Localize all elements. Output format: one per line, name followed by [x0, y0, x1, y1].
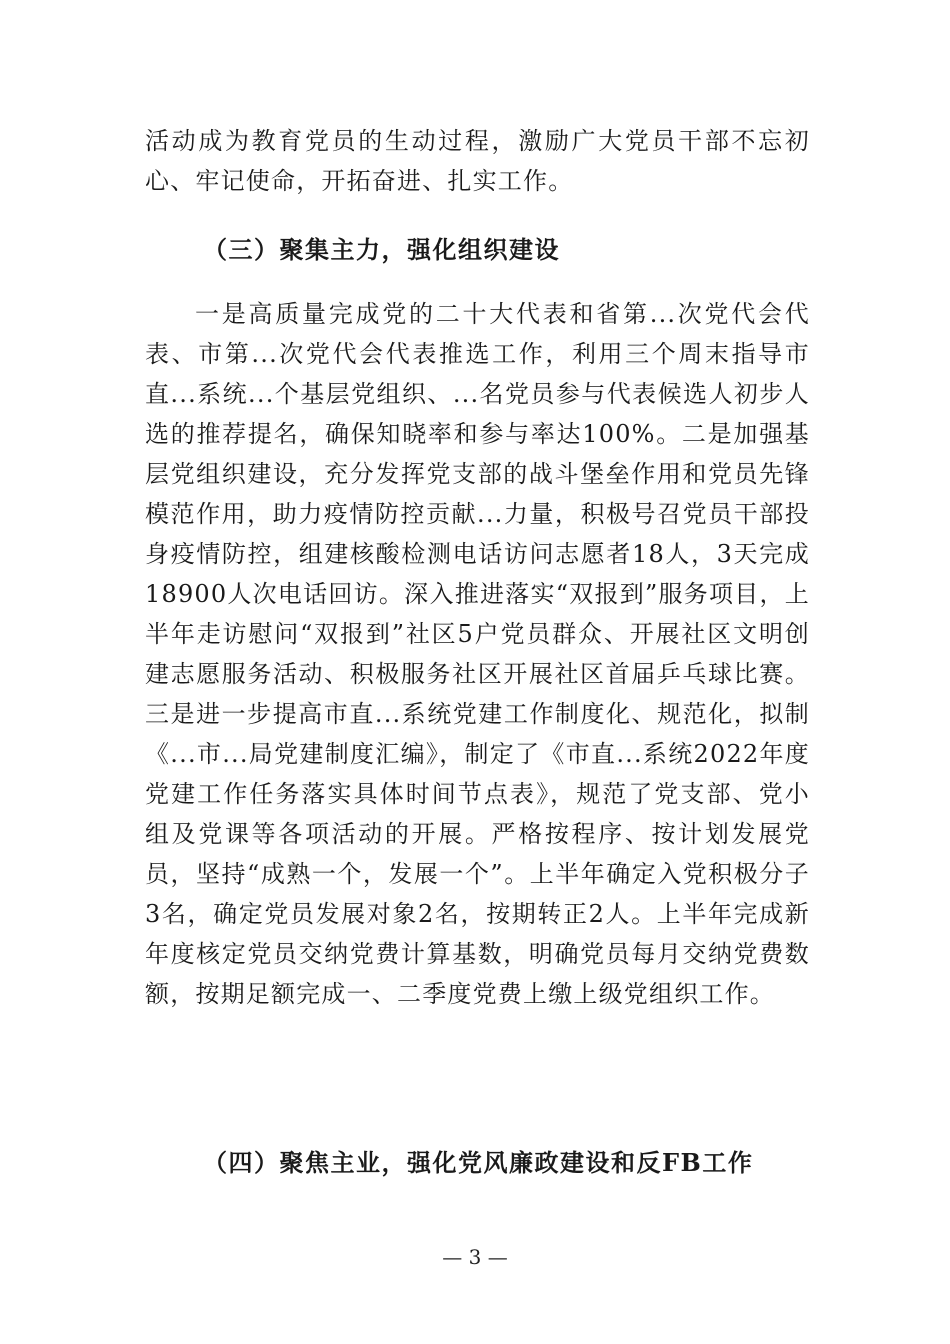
- paragraph-continuation: 活动成为教育党员的生动过程，激励广大党员干部不忘初心、牢记使命，开拓奋进、扎实工作。: [145, 127, 810, 195]
- paragraph-main: 一是高质量完成党的二十大代表和省第...次党代会代表、市第...次党代会代表推选工作，利用三个周末指导市直...系统...个基层党组织、...名党员参与代表候选人初步人选的推荐提名，确保知晓率和参与率达100%。二是加强基层党组织建设，充分发挥党支部的战斗堡垒作用和党员先锋模范作用，助力疫情防控贡献...力量，积极号召党员干部投身疫情防控，组建核酸检测电话访问志愿者18人，3天完成18900人次电话回访。深入推进落实“双报到”服务项目，上半年走访慰问“双报到”社区5户党员群众、开展社区文明创建志愿服务活动、积极服务社区开展社区首届乒乓球比赛。三是进一步提高市直...系统党建工作制度化、规范化，拟制《...市...局党建制度汇编》，制定了《市直...系统2022年度党建工作任务落实具体时间节点表》，规范了党支部、党小组及党课等各项活动的开展。严格按程序、按计划发展党员，坚持“成熟一个，发展一个”。上半年确定入党积极分子3名，确定党员发展对象2名，按期转正2人。上半年完成新年度核定党员交纳党费计算基数，明确党员每月交纳党费数额，按期足额完成一、二季度党费上缴上级党组织工作。: [145, 300, 810, 1008]
- section-heading-3: （三）聚集主力，强化组织建设: [203, 235, 560, 264]
- page-number: — 3 —: [442, 1245, 508, 1269]
- section-heading-4: （四）聚焦主业，强化党风廉政建设和反FB工作: [203, 1148, 754, 1177]
